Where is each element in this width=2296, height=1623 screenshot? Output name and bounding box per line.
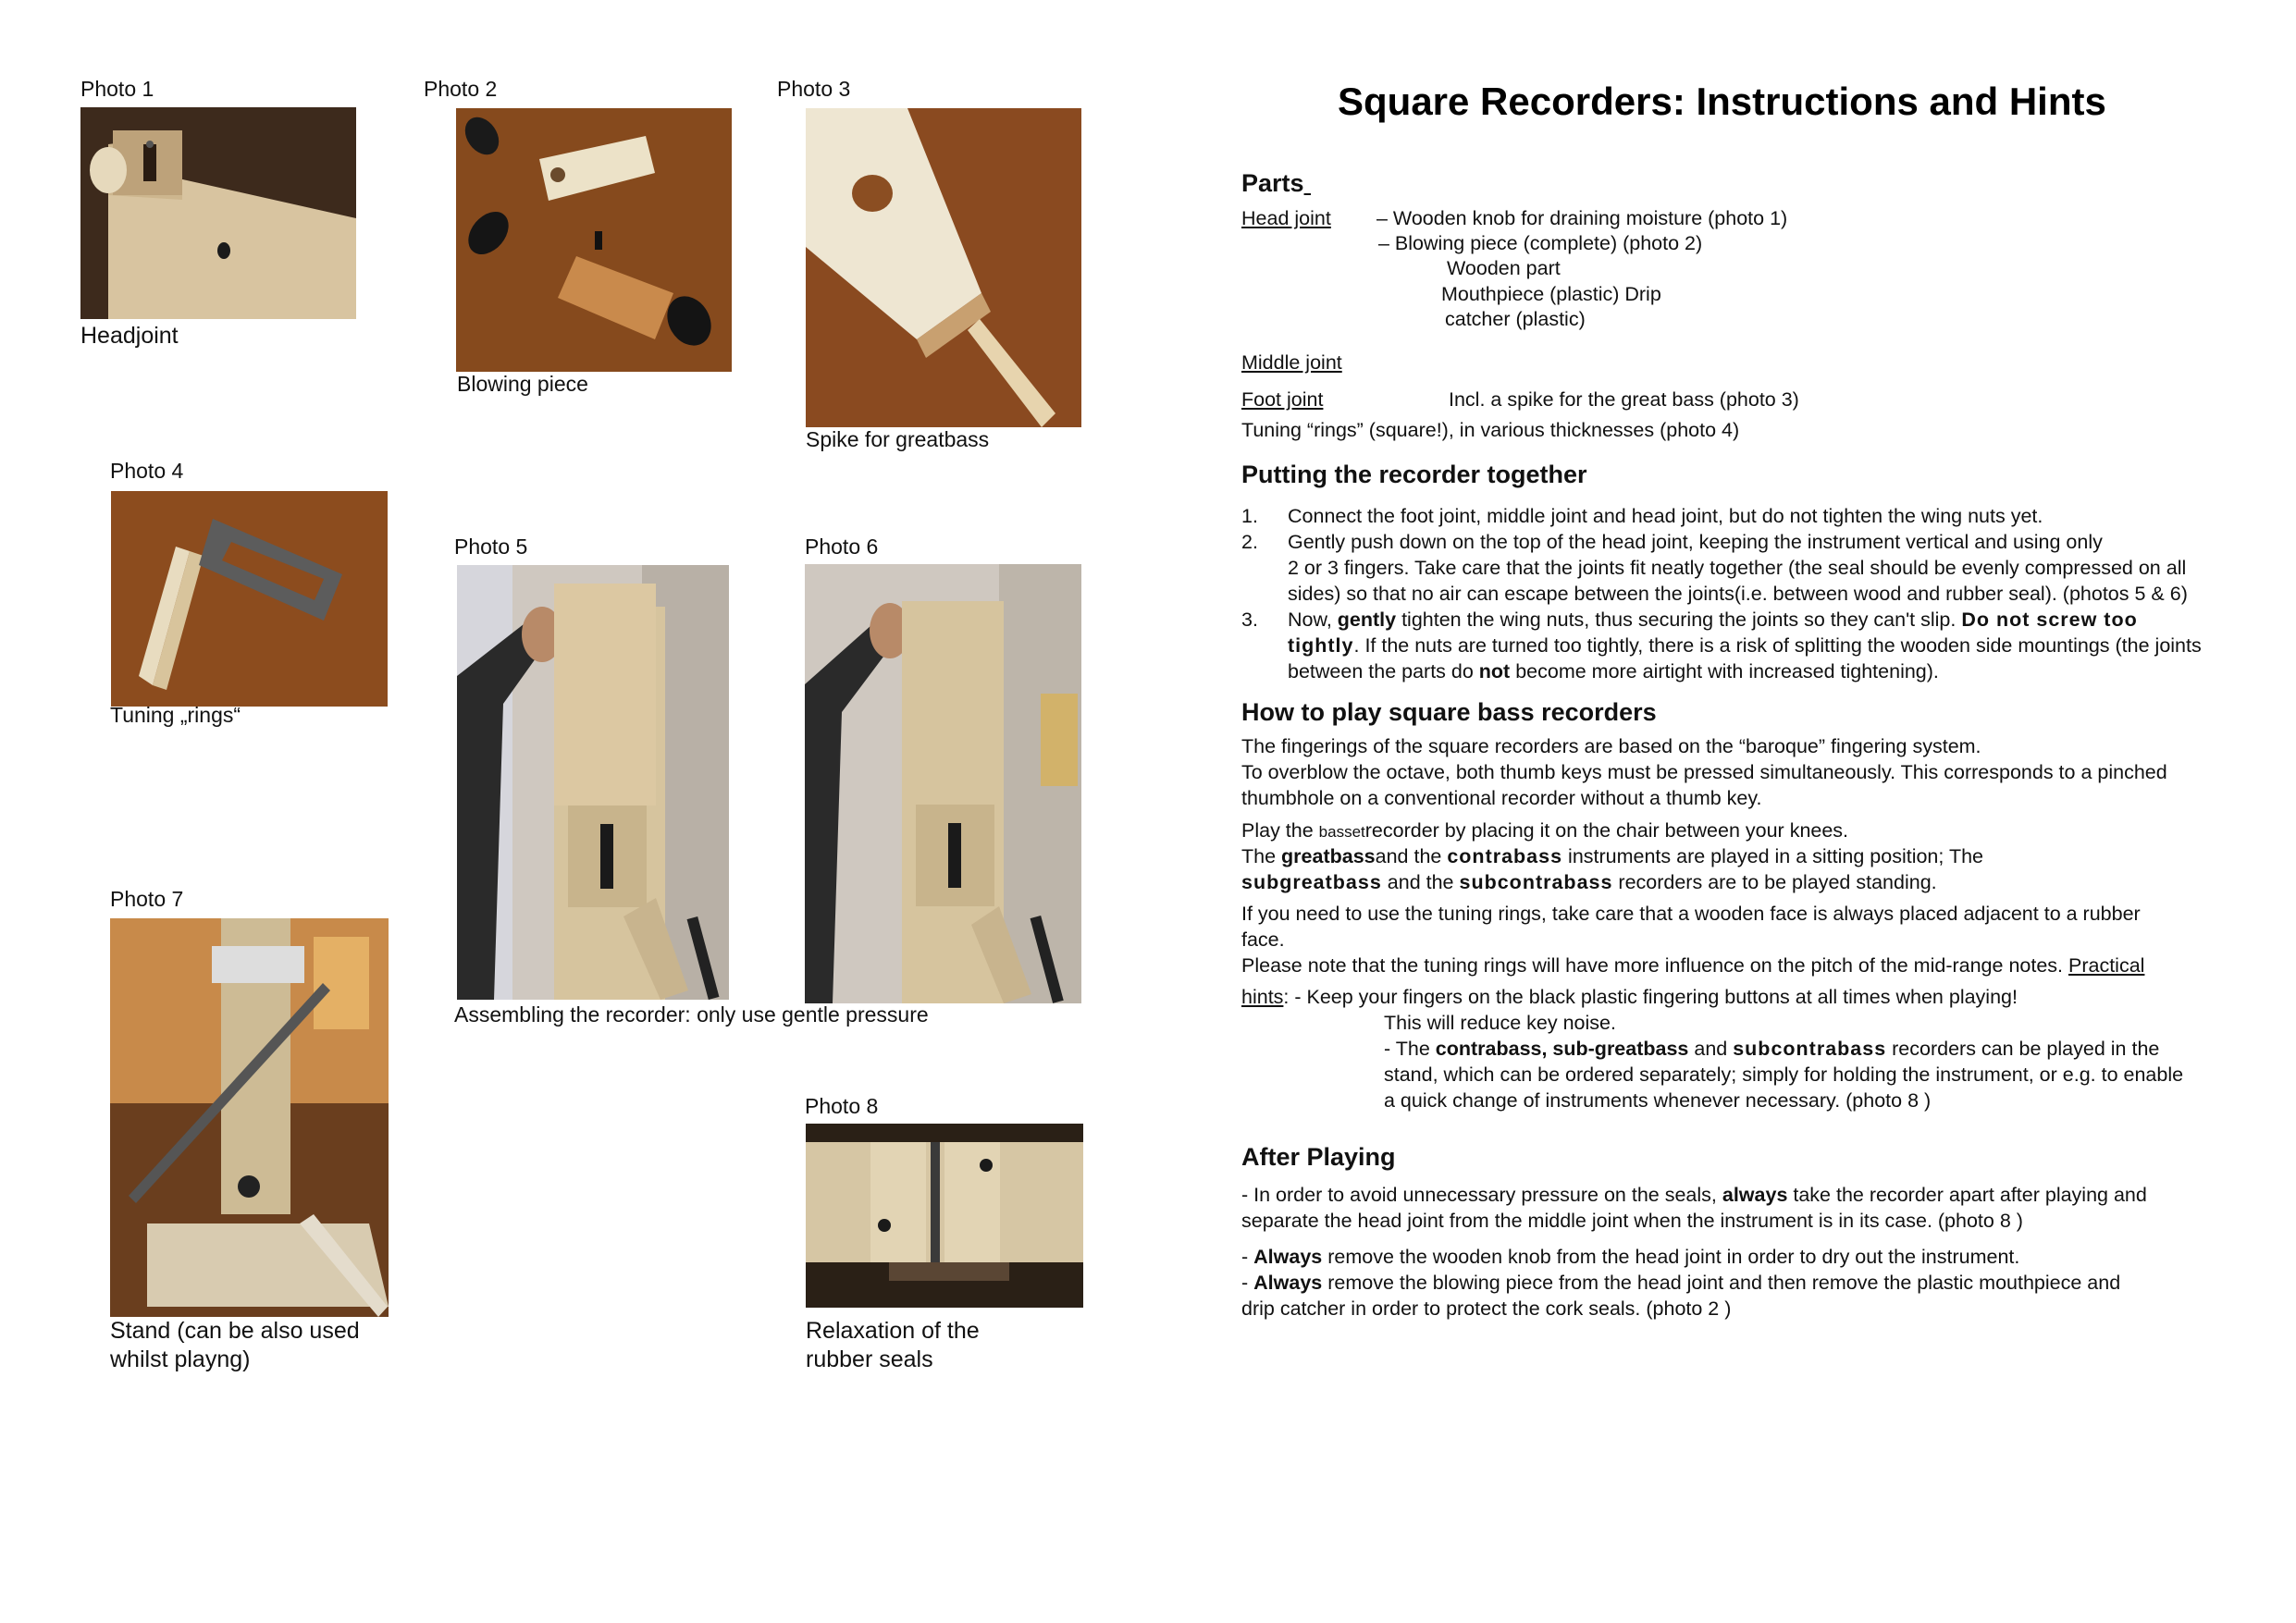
- photo-3-caption: Spike for greatbass: [806, 427, 990, 451]
- play-paragraph-2-line-1: To overblow the octave, both thumb keys must be pressed simultaneously. This corresponds to a pinched: [1241, 761, 2167, 783]
- parts-heading: Parts: [1241, 169, 1304, 197]
- step-2-line-3: sides) so that no air can escape between the joints(i.e. between wood and rubber seal). (photos 5 & 6): [1288, 583, 2188, 605]
- photo-7-stand-image: [110, 918, 389, 1317]
- middle-joint-label: Middle joint: [1241, 351, 1342, 374]
- photo-1-caption: Headjoint: [80, 323, 179, 349]
- photo-5-label: Photo 5: [454, 535, 528, 559]
- play-paragraph-6-line-2: face.: [1241, 928, 1285, 951]
- step-2-line-1: Gently push down on the top of the head joint, keeping the instrument vertical and using only: [1288, 531, 2103, 553]
- step-3-line-2: tightly. If the nuts are turned too tightly, there is a risk of splitting the wooden side mountings (the joints: [1288, 634, 2202, 657]
- assembly-heading: Putting the recorder together: [1241, 461, 1587, 488]
- step-2-line-2: 2 or 3 fingers. Take care that the joints fit neatly together (the seal should be evenly compressed on all: [1288, 557, 2187, 579]
- after-paragraph-1-line-1: - In order to avoid unnecessary pressure on the seals, always take the recorder apart after playing and: [1241, 1184, 2147, 1206]
- step-3-number: 3.: [1241, 609, 1258, 631]
- photo-7-caption-line-2: whilst playng): [110, 1346, 251, 1372]
- photo-1-label: Photo 1: [80, 77, 154, 101]
- photo-2-blowing-piece-image: [456, 108, 732, 372]
- photo-6-label: Photo 6: [805, 535, 879, 559]
- play-paragraph-1: The fingerings of the square recorders are based on the “baroque” fingering system.: [1241, 735, 1981, 757]
- head-joint-item-2: – Blowing piece (complete) (photo 2): [1378, 232, 1703, 254]
- photo-1-headjoint-image: [80, 107, 356, 319]
- page-title: Square Recorders: Instructions and Hints: [1338, 80, 2106, 123]
- play-hints-line-2: This will reduce key noise.: [1384, 1012, 1616, 1034]
- head-joint-item-1: – Wooden knob for draining moisture (photo 1): [1376, 207, 1788, 229]
- photo-8-caption-line-2: rubber seals: [806, 1346, 933, 1372]
- head-joint-item-4: Mouthpiece (plastic) Drip: [1441, 283, 1661, 305]
- play-hints-line-5: a quick change of instruments whenever necessary. (photo 8 ): [1384, 1089, 1932, 1112]
- after-paragraph-1-line-2: separate the head joint from the middle joint when the instrument is in its case. (photo 8 ): [1241, 1210, 2023, 1232]
- play-paragraph-4: The greatbassand the contrabass instruments are played in a sitting position; The: [1241, 845, 1983, 867]
- play-paragraph-5: subgreatbass and the subcontrabass recorders are to be played standing.: [1241, 871, 1937, 893]
- photo-6-assembling-image: [805, 564, 1081, 1003]
- photo-3-spike-image: [806, 108, 1081, 427]
- photo-2-label: Photo 2: [424, 77, 498, 101]
- step-2-number: 2.: [1241, 531, 1258, 553]
- photo-8-label: Photo 8: [805, 1094, 879, 1118]
- play-paragraph-3: Play the bassetrecorder by placing it on the chair between your knees.: [1241, 819, 1849, 842]
- photo-7-label: Photo 7: [110, 887, 184, 911]
- head-joint-item-5: catcher (plastic): [1445, 308, 1586, 330]
- photo-5-assembling-image: [457, 565, 729, 1000]
- photo-7-caption-line-1: Stand (can be also used: [110, 1318, 360, 1344]
- step-3-line-1: Now, gently tighten the wing nuts, thus securing the joints so they can't slip. Do not screw too: [1288, 609, 2138, 631]
- step-3-line-3: between the parts do not become more airtight with increased tightening).: [1288, 660, 1939, 682]
- step-1-number: 1.: [1241, 505, 1258, 527]
- play-hints-line-3: - The contrabass, sub-greatbass and subcontrabass recorders can be played in the: [1384, 1038, 2160, 1060]
- foot-joint-description: Incl. a spike for the great bass (photo 3): [1449, 388, 1799, 411]
- play-paragraph-6-line-1: If you need to use the tuning rings, take care that a wooden face is always placed adjacent to a rubber: [1241, 903, 2141, 925]
- head-joint-label: Head joint: [1241, 207, 1331, 229]
- step-1-text: Connect the foot joint, middle joint and head joint, but do not tighten the wing nuts yet.: [1288, 505, 2043, 527]
- after-paragraph-3-line-1: - Always remove the blowing piece from the head joint and then remove the plastic mouthpiece and: [1241, 1272, 2121, 1294]
- photo-4-tuning-rings-image: [111, 491, 388, 707]
- play-paragraph-7: Please note that the tuning rings will have more influence on the pitch of the mid-range notes. Practical: [1241, 954, 2145, 977]
- photo-4-caption: Tuning „rings“: [110, 703, 241, 727]
- photo-4-label: Photo 4: [110, 459, 184, 483]
- head-joint-item-3: Wooden part: [1447, 257, 1561, 279]
- foot-joint-label: Foot joint: [1241, 388, 1324, 411]
- play-hints-line-4: stand, which can be ordered separately; simply for holding the instrument, or e.g. to enable: [1384, 1064, 2184, 1086]
- after-paragraph-3-line-2: drip catcher in order to protect the cork seals. (photo 2 ): [1241, 1297, 1732, 1320]
- photo-3-label: Photo 3: [777, 77, 851, 101]
- play-paragraph-2-line-2: thumbhole on a conventional recorder without a thumb key.: [1241, 787, 1762, 809]
- after-paragraph-2: - Always remove the wooden knob from the head joint in order to dry out the instrument.: [1241, 1246, 2020, 1268]
- photo-2-caption: Blowing piece: [457, 372, 588, 396]
- photo-5-6-caption: Assembling the recorder: only use gentle pressure: [454, 1002, 929, 1027]
- play-heading: How to play square bass recorders: [1241, 698, 1657, 726]
- photo-8-caption-line-1: Relaxation of the: [806, 1318, 980, 1344]
- photo-8-seals-image: [806, 1124, 1083, 1308]
- after-heading: After Playing: [1241, 1143, 1396, 1171]
- play-hints-line-1: hints: - Keep your fingers on the black plastic fingering buttons at all times when playing!: [1241, 986, 2018, 1008]
- tuning-rings-description: Tuning “rings” (square!), in various thicknesses (photo 4): [1241, 419, 1740, 441]
